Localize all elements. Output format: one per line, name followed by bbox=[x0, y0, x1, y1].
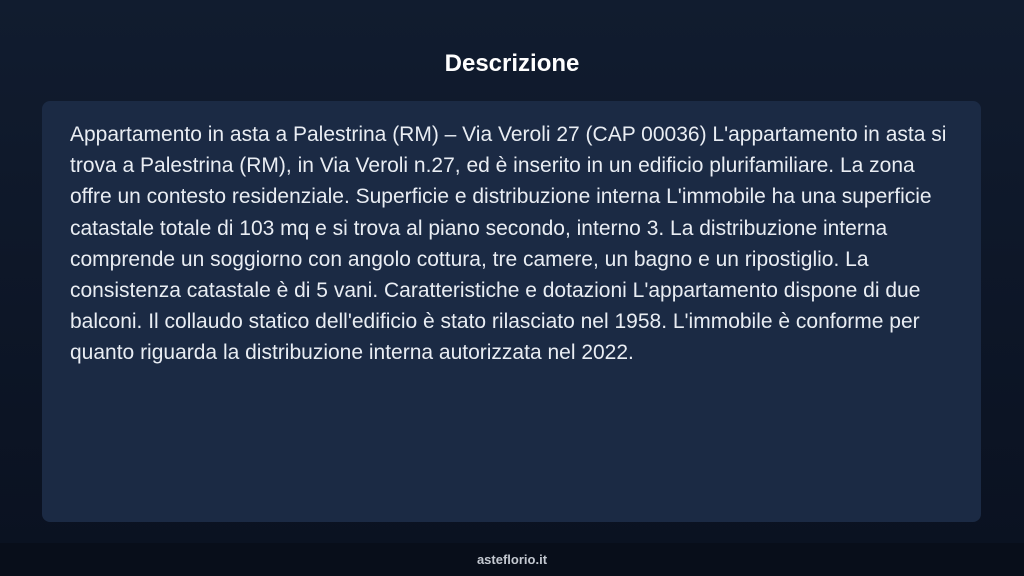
footer-site-name: asteflorio.it bbox=[476, 552, 548, 567]
footer-bar bbox=[0, 543, 1024, 576]
description-panel bbox=[42, 101, 981, 522]
description-text: Appartamento in asta a Palestrina (RM) – Via Veroli 27 (CAP 00036) L'appartamento in asta si trova a Palestrina (RM), in Via Veroli n.27, ed è inserito in un edificio plurifamiliare. La zona offre un contesto residenziale. Superficie e distribuzione interna L'immobile ha una superficie catastale totale di 103 mq e si trova al piano secondo, interno 3. La distribuzione interna comprende un soggiorno con angolo cottura, tre camere, un bagno e un ripostiglio. La consistenza catastale è di 5 vani. Caratteristiche e dotazioni L'appartamento dispone di due balconi. Il collaudo statico dell'edificio è stato rilasciato nel 1958. L'immobile è conforme per quanto riguarda la distribuzione interna autorizzata nel 2022. bbox=[70, 123, 947, 365]
section-title: Descrizione bbox=[444, 50, 580, 77]
